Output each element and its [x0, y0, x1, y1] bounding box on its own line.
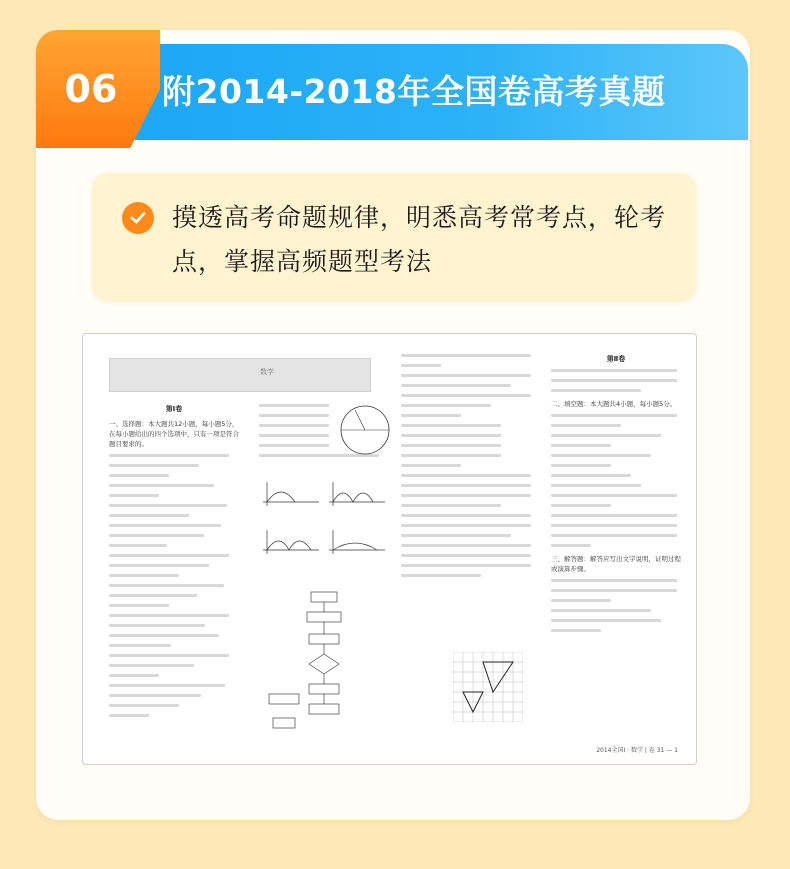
part1-title: 第Ⅰ卷 [165, 405, 183, 413]
paper-column-1 [109, 404, 239, 724]
section2-text: 二、填空题：本大题共4小题，每小题5分。 [551, 400, 677, 408]
check-circle-icon [122, 202, 154, 234]
section1-text: 一、选择题：本大题共12小题，每小题5分，在每小题给出的四个选项中，只有一项是符合题目要求的。 [109, 420, 239, 448]
feature-text: 摸透高考命题规律，明悉高考常考点，轮考点，掌握高频题型考法 [172, 203, 667, 276]
part2-title: 第Ⅱ卷 [606, 355, 626, 363]
paper-column-3 [401, 354, 539, 584]
section3-text: 三、解答题：解答应写出文字说明，证明过程或演算步骤。 [551, 555, 681, 573]
section-title: 附2014-2018年全国卷高考真题 [162, 72, 666, 111]
paper-header [109, 358, 371, 392]
paper-figures [259, 402, 394, 762]
exam-paper-preview [82, 333, 697, 765]
grid-figure [453, 652, 523, 722]
paper-subject: 数学 [260, 368, 274, 376]
section-number: 06 [64, 67, 118, 111]
paper-column-4 [551, 354, 681, 639]
paper-footer: 2014全国Ⅰ · 数学 | 卷 31 — 1 [596, 747, 678, 754]
